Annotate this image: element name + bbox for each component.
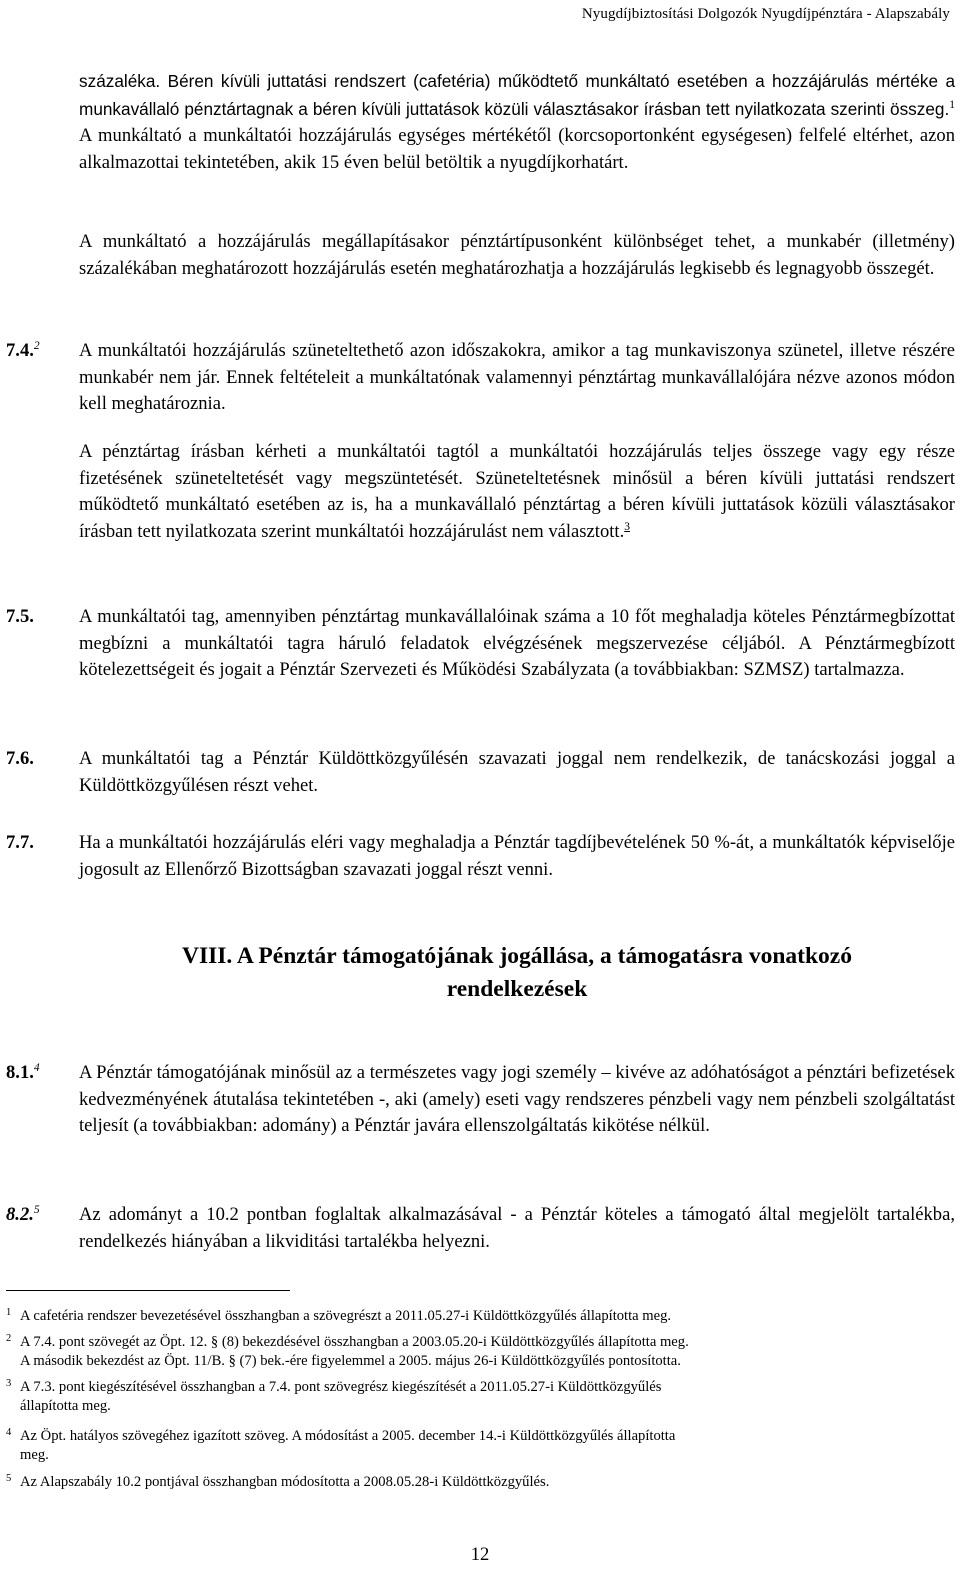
section-7-4-paragraph-1: A munkáltatói hozzájárulás szüneteltethető azon időszakokra, amikor a tag munkaviszonya szünetel, illetve részére munkabér nem jár. Ennek feltételeit a munkáltatónak valamennyi pénztártag munkavállalójára nézve azonos módon kell meghatároznia. xyxy=(79,340,955,415)
footnote-2-number: 2 xyxy=(6,1333,12,1344)
footnote-ref-3[interactable]: 3 xyxy=(624,520,630,533)
section-number-7-7: 7.7. xyxy=(6,832,34,853)
footnote-2-text-line-2: A második bekezdést az Öpt. 11/B. § (7) bek.-ére figyelemmel a 2005. május 26-i Küldöttközgyűlés pontosította. xyxy=(20,1352,681,1369)
running-header: Nyugdíjbiztosítási Dolgozók Nyugdíjpénztára - Alapszabály xyxy=(581,6,950,22)
footnote-5 xyxy=(6,1473,951,1492)
section-8-1-text: A Pénztár támogatójának minősül az a természetes vagy jogi személy – kivéve az adóhatóságot a pénztári befizetések kedvezményének átutalása tekintetében -, aki (amely) eseti vagy rendszeres pénzbeli vagy nem pénzbeli szolgáltatást teljesít (a továbbiakban: adomány) a Pénztár javára ellenszolgáltatás kikötése nélkül. xyxy=(79,1062,955,1137)
section-7-4-paragraph-2-text: A pénztártag írásban kérheti a munkáltatói tagtól a munkáltatói hozzájárulás teljes összege vagy egy része fizetésének szüneteltetését vagy megszüntetését. Szüneteltetésnek minősül a béren kívüli juttatási rendszert működtető munkáltató esetében az is, ha a munkavállaló pénztártag a béren kívüli juttatások közüli választásakor írásban tett nyilatkozata szerint munkáltatói hozzájárulást nem választott. xyxy=(79,441,955,542)
section-number-8-1: 8.1.$^4$ xyxy=(6,1061,40,1083)
footnote-1-number: 1 xyxy=(6,1307,12,1318)
footnote-5-number: 5 xyxy=(6,1473,12,1484)
section-number-7-6: 7.6. xyxy=(6,748,34,769)
footnote-1-text: A cafetéria rendszer bevezetésével összhangban a szövegrészt a 2011.05.27-i Küldöttközgyűlés állapította meg. xyxy=(20,1308,672,1324)
footnote-2 xyxy=(6,1333,951,1370)
footnote-ref-4[interactable]: 4 xyxy=(33,1061,40,1074)
footnote-4-number: 4 xyxy=(6,1427,12,1438)
footnote-ref-2[interactable]: 2 xyxy=(33,339,40,352)
footnote-ref-1[interactable]: 1 xyxy=(949,98,955,111)
footnote-3-text-line-1: A 7.3. pont kiegészítésével összhangban a 7.4. pont szövegrész kiegészítését a 2011.05.27-i Küldöttközgyűlés xyxy=(20,1379,662,1395)
section-number-8-2: 8.2.$^5$ xyxy=(6,1203,40,1225)
paragraph-continuation xyxy=(79,68,955,176)
section-7-5-text: A munkáltatói tag, amennyiben pénztártag munkavállalóinak száma a 10 főt meghaladja köteles Pénztármegbízottat megbízni a munkáltatói tagra háruló feladatok elvégzésének megszervezése céljából. A Pénztármegbízott kötelezettségeit és jogait a Pénztár Szervezeti és Működési Szabályzata (a továbbiakban: SZMSZ) tartalmazza. xyxy=(79,606,955,681)
section-number-7-4: 7.4.$^2$ xyxy=(6,339,40,361)
footnote-2-text-line-1: A 7.4. pont szövegét az Öpt. 12. § (8) bekezdésével összhangban a 2003.05.20-i Küldöttközgyűlés állapította meg. xyxy=(20,1334,689,1350)
section-7-6-text: A munkáltatói tag a Pénztár Küldöttközgyűlésén szavazati joggal nem rendelkezik, de tanácskozási joggal a Küldöttközgyűlésen részt vehet. xyxy=(79,748,955,796)
chapter-heading xyxy=(79,940,955,1006)
footnote-5-text: Az Alapszabály 10.2 pontjával összhangban módosította a 2008.05.28-i Küldöttközgyűlés. xyxy=(20,1474,550,1490)
section-number-7-5: 7.5. xyxy=(6,606,34,627)
footnote-ref-5[interactable]: 5 xyxy=(33,1203,40,1216)
footnote-4-text-line-1: Az Öpt. hatályos szövegéhez igazított szöveg. A módosítást a 2005. december 14.-i Küldöttközgyűlés állapította xyxy=(20,1428,676,1444)
footnote-separator xyxy=(6,1290,290,1291)
footnote-4 xyxy=(6,1427,951,1464)
paragraph-contribution-limits: A munkáltató a hozzájárulás megállapításakor pénztártípusonként különbséget tehet, a munkabér (illetmény) százalékában meghatározott hozzájárulás esetén meghatározhatja a hozzájárulás legkisebb és legnagyobb összegét. xyxy=(79,231,955,279)
page-number: 12 xyxy=(470,1544,490,1565)
chapter-heading-line-2: rendelkezések xyxy=(446,976,588,1002)
section-7-4-paragraph-2 xyxy=(79,439,955,545)
footnote-3 xyxy=(6,1378,951,1415)
footnote-3-number: 3 xyxy=(6,1378,12,1389)
continuation-text-b: A munkáltató a munkáltatói hozzájárulás egységes mértékétől (korcsoportonként egységesen) felfelé eltérhet, azon alkalmazottai tekintetében, akik 15 éven belül betöltik a nyugdíjkorhatárt. xyxy=(79,125,955,173)
footnote-1 xyxy=(6,1307,951,1326)
footnote-3-text-line-2: állapította meg. xyxy=(20,1397,111,1414)
continuation-text-a: százaléka. Béren kívüli juttatási rendszert (cafetéria) működtető munkáltató esetében a hozzájárulás mértéke a munkavállaló pénztártagnak a béren kívüli juttatások közüli választásakor írásban tett nyilatkozata szerinti összeg. xyxy=(79,71,955,119)
section-7-7-text: Ha a munkáltatói hozzájárulás eléri vagy meghaladja a Pénztár tagdíjbevételének 50 %-át, a munkáltatók képviselője jogosult az Ellenőrző Bizottságban szavazati joggal részt venni. xyxy=(79,832,955,880)
chapter-heading-line-1: VIII. A Pénztár támogatójának jogállása, a támogatásra vonatkozó xyxy=(182,943,852,969)
section-8-2-text: Az adományt a 10.2 pontban foglaltak alkalmazásával - a Pénztár köteles a támogató által megjelölt tartalékba, rendelkezés hiányában a likviditási tartalékba helyezni. xyxy=(79,1204,955,1252)
footnote-4-text-line-2: meg. xyxy=(20,1446,49,1463)
